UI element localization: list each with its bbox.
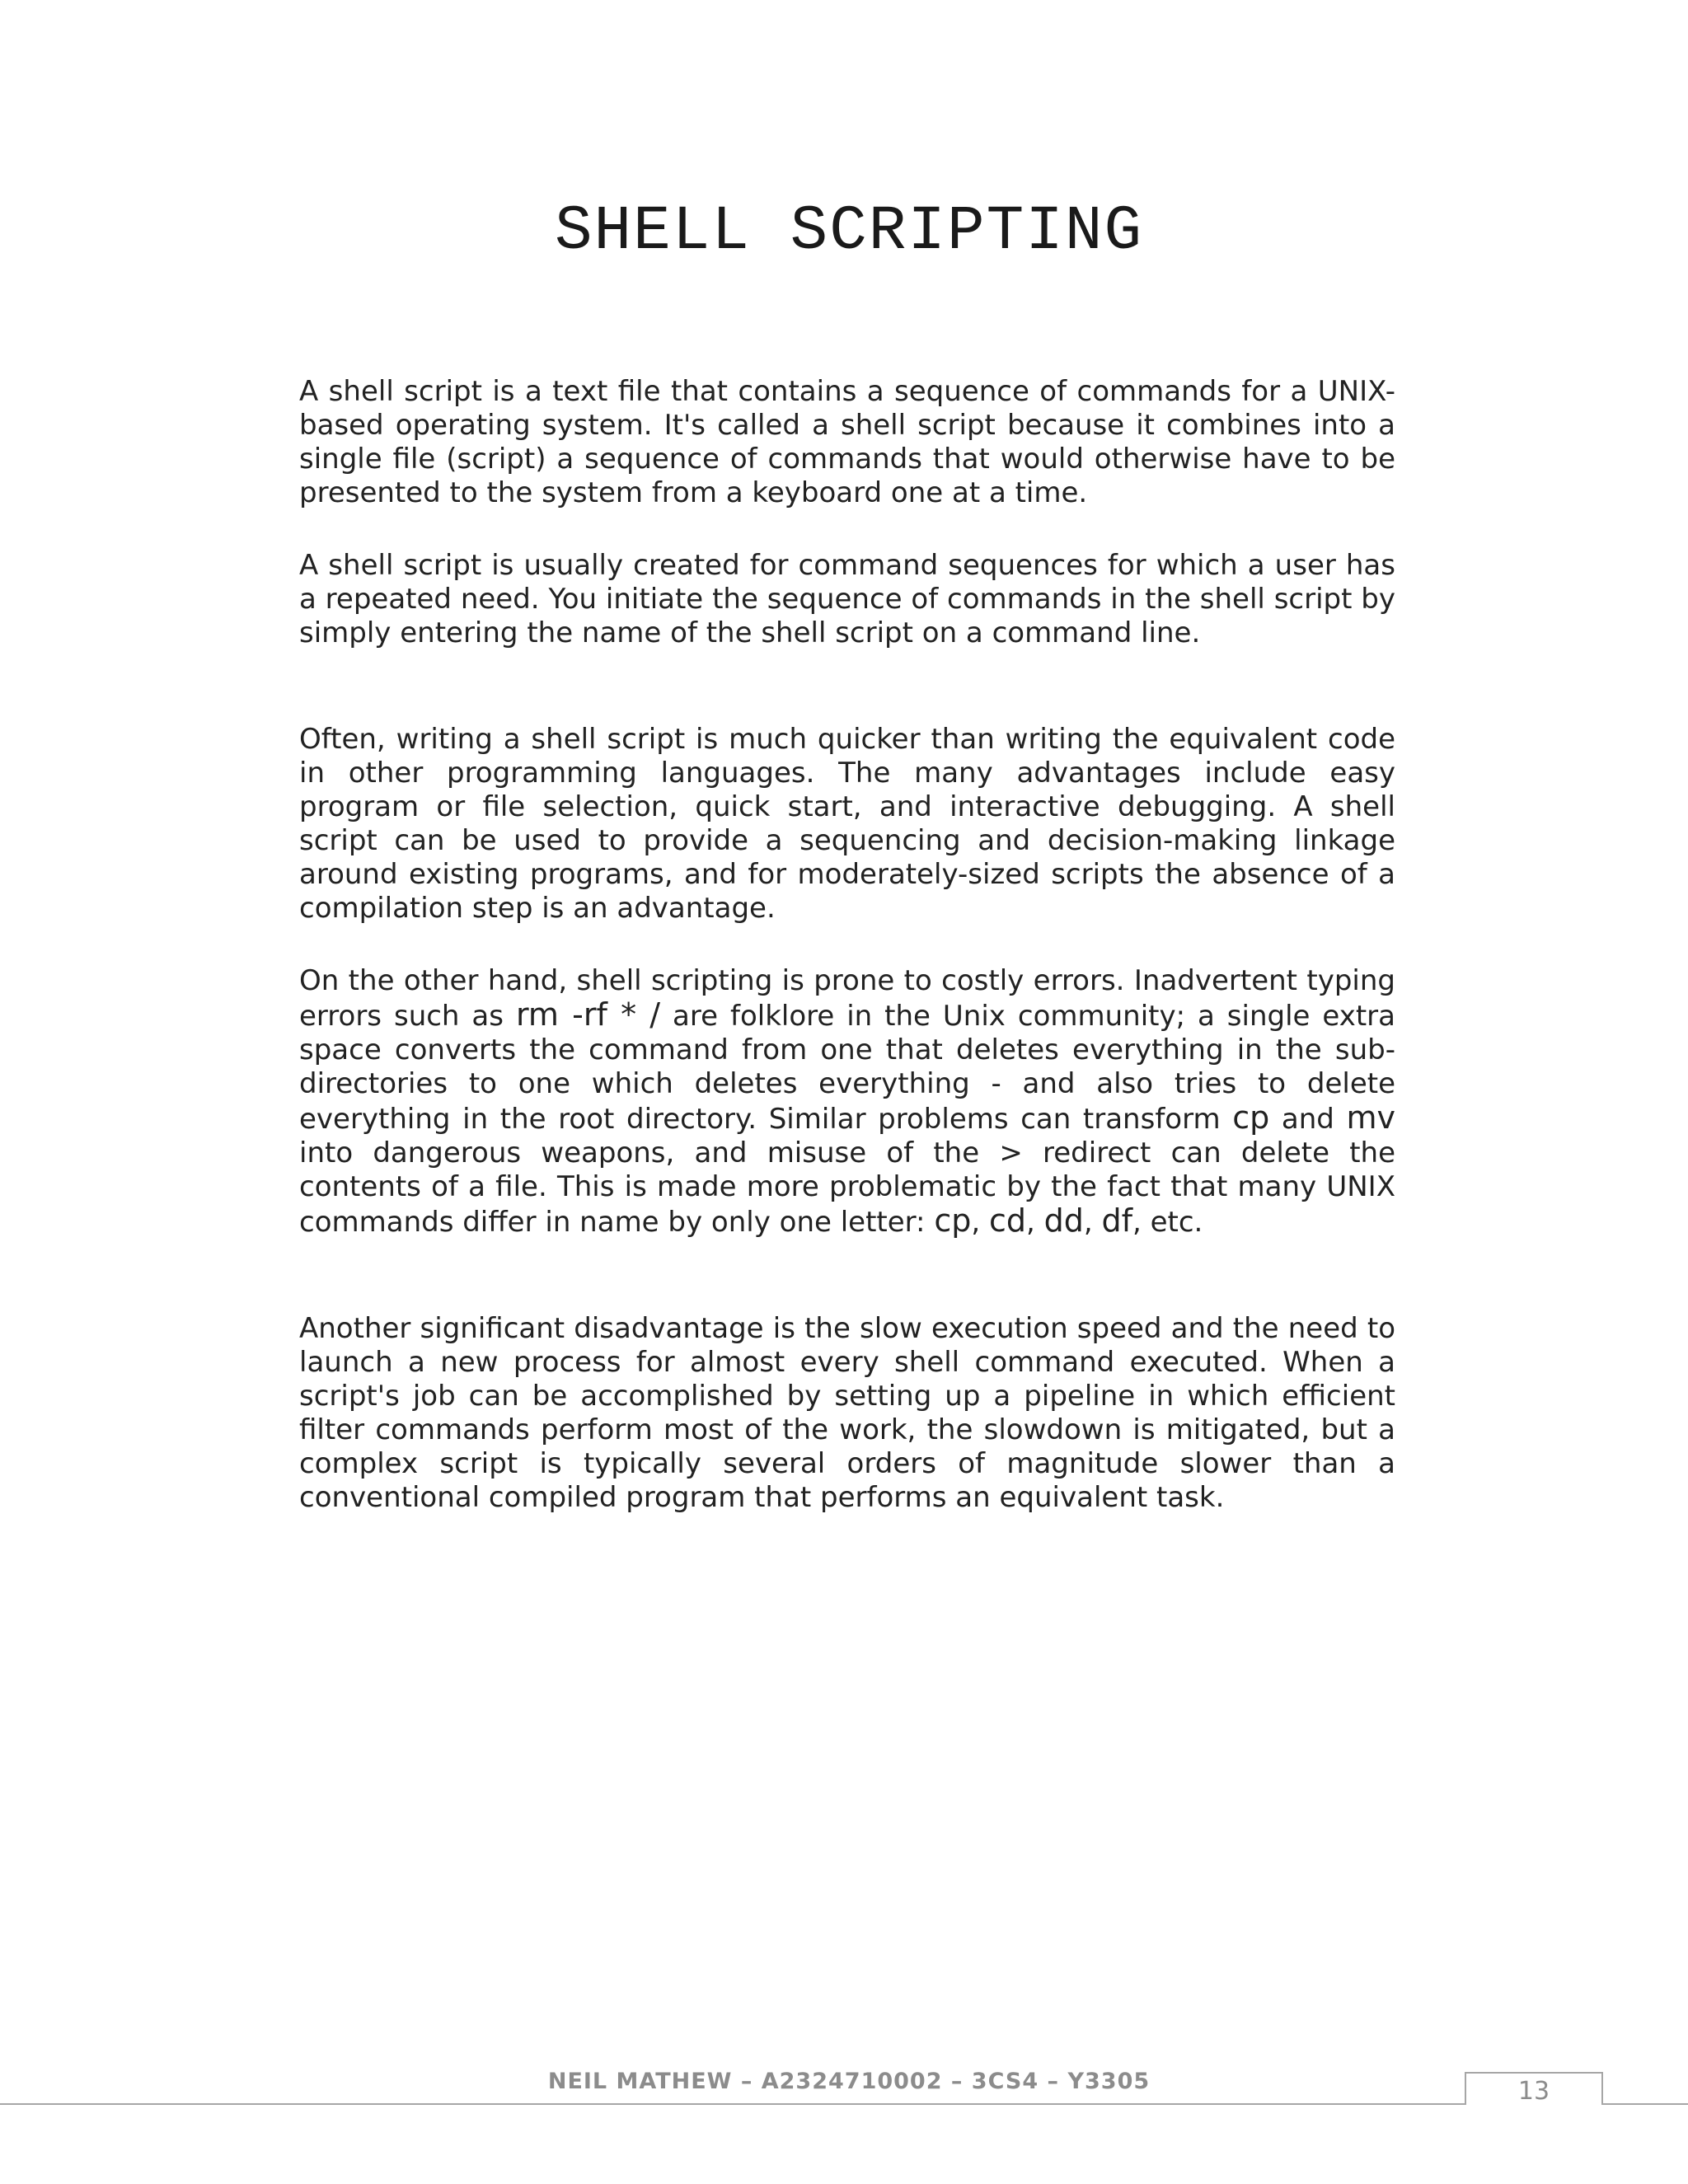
separator: , [1083, 1206, 1102, 1239]
paragraph-4-text: are folklore in the Unix community; a single extra space converts the command from one that deletes everything in the sub-directories to one which deletes everything - and also tries to delete everything in the root directory. Similar problems can transform [299, 1000, 1395, 1136]
footer-rule [0, 2103, 1465, 2105]
paragraph-1: A shell script is a text file that contains a sequence of commands for a UNIX-based operating system. It's called a shell script because it combines into a single file (script) a sequence of commands that would otherwise have to be presented to the system from a keyboard one at a time. [299, 375, 1395, 509]
command-dd: dd [1043, 1202, 1084, 1239]
command-cd: cd [988, 1202, 1026, 1239]
paragraph-5: Another significant disadvantage is the slow execution speed and the need to launch a new process for almost every shell command executed. When a script's job can be accomplished by setting up a pipeline in which efficient filter commands perform most of the work, the slowdown is mitigated, but a complex script is typically several orders of magnitude slower than a conventional compiled program that performs an equivalent task. [299, 1312, 1395, 1514]
command-cp: cp [1232, 1099, 1270, 1136]
page-number: 13 [1517, 2077, 1550, 2106]
command-rm: rm -rf * / [515, 996, 661, 1033]
paragraph-3: Often, writing a shell script is much quicker than writing the equivalent code in other programming languages. The many advantages include easy program or file selection, quick start, and interactive debugging. A shell script can be used to provide a sequencing and decision-making linkage around existing programs, and for moderately-sized scripts the absence of a compilation step is an advantage. [299, 723, 1395, 925]
command-cp: cp [934, 1202, 972, 1239]
paragraph-2: A shell script is usually created for command sequences for which a user has a repeated need. You initiate the sequence of commands in the shell script by simply entering the name of the shell script on a command line. [299, 549, 1395, 649]
paragraph-4-text: into dangerous weapons, and misuse of the > redirect can delete the contents of a file. This is made more problematic by the fact that many UNIX commands differ in name by only one letter: [299, 1137, 1395, 1239]
command-mv: mv [1346, 1099, 1395, 1136]
separator: , [971, 1206, 989, 1239]
paragraph-4 [299, 964, 1395, 1240]
document-body [299, 375, 1395, 1515]
footer-rule [1601, 2103, 1688, 2105]
paragraph-spacer [299, 510, 1395, 549]
paragraph-4-text: , etc. [1132, 1206, 1203, 1239]
paragraph-spacer [299, 926, 1395, 964]
footer-author: NEIL MATHEW – A2324710002 – 3CS4 – Y3305 [547, 2069, 1151, 2094]
separator: , [1025, 1206, 1044, 1239]
paragraph-4-text: On the other hand, shell scripting is prone to costly errors. Inadvertent typing errors such as [299, 964, 1395, 1033]
paragraph-spacer [299, 650, 1395, 723]
command-df: df [1101, 1202, 1132, 1239]
paragraph-4-text: and [1269, 1103, 1347, 1136]
page-title: SHELL SCRIPTING [554, 196, 1144, 267]
paragraph-spacer [299, 1240, 1395, 1312]
